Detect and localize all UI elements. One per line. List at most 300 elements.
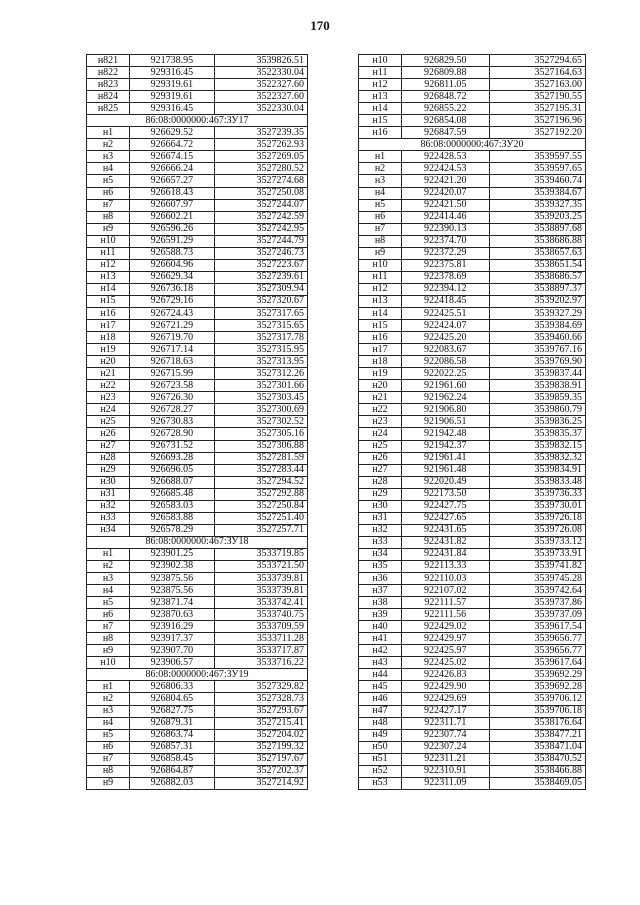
y-coordinate: 3527197.67 [214,753,307,765]
section-header-row [87,669,308,681]
point-label: н3 [87,705,130,717]
table-row [87,560,308,572]
x-coordinate: 922374.70 [402,235,490,247]
table-row [359,344,586,356]
x-coordinate: 926719.70 [130,332,215,344]
y-coordinate: 3527204.02 [214,729,307,741]
x-coordinate: 923906.57 [130,657,215,669]
y-coordinate: 3527315.65 [214,320,307,332]
table-row [359,753,586,765]
x-coordinate: 922425.02 [402,657,490,669]
table-row [87,621,308,633]
y-coordinate: 3538897.68 [489,223,585,235]
table-row [359,693,586,705]
point-label: н6 [87,609,130,621]
point-label: н1 [87,548,130,560]
x-coordinate: 922421.50 [402,199,490,211]
y-coordinate: 3527301.66 [214,380,307,392]
table-row [87,512,308,524]
y-coordinate: 3539835.37 [489,428,585,440]
x-coordinate: 926618.43 [130,187,215,199]
table-row [359,115,586,127]
y-coordinate: 3527262.93 [214,139,307,151]
x-coordinate: 926882.03 [130,777,215,789]
x-coordinate: 922020.49 [402,476,490,488]
y-coordinate: 3539838.91 [489,380,585,392]
point-label: н23 [87,392,130,404]
y-coordinate: 3527190.55 [489,91,585,103]
x-coordinate: 921942.37 [402,440,490,452]
table-row [87,199,308,211]
point-label: н33 [359,536,402,548]
point-label: н6 [87,741,130,753]
table-row [87,271,308,283]
y-coordinate: 3527305.16 [214,428,307,440]
point-label: н10 [87,657,130,669]
point-label: н3 [359,175,402,187]
y-coordinate: 3527246.73 [214,247,307,259]
x-coordinate: 929319.61 [130,91,215,103]
x-coordinate: 926693.28 [130,452,215,464]
x-coordinate: 922431.84 [402,548,490,560]
point-label: н20 [359,380,402,392]
y-coordinate: 3539384.67 [489,187,585,199]
table-row [359,127,586,139]
y-coordinate: 3527202.37 [214,765,307,777]
x-coordinate: 922111.56 [402,609,490,621]
point-label: н7 [359,223,402,235]
section-cadastral-number: 86:08:0000000:467:ЗУ18 [87,536,308,548]
x-coordinate: 926731.52 [130,440,215,452]
x-coordinate: 926804.65 [130,693,215,705]
y-coordinate: 3527196.96 [489,115,585,127]
table-row [359,669,586,681]
y-coordinate: 3539726.18 [489,512,585,524]
table-row [359,259,586,271]
point-label: н12 [359,283,402,295]
y-coordinate: 3533709.59 [214,621,307,633]
y-coordinate: 3538471.04 [489,741,585,753]
x-coordinate: 926721.29 [130,320,215,332]
point-label: н1 [359,151,402,163]
y-coordinate: 3527163.00 [489,79,585,91]
x-coordinate: 926666.24 [130,163,215,175]
point-label: н1 [87,127,130,139]
table-row [87,645,308,657]
point-label: н25 [87,416,130,428]
y-coordinate: 3538466.88 [489,765,585,777]
point-label: н16 [359,332,402,344]
table-row [87,729,308,741]
point-label: н10 [87,235,130,247]
table-row [87,320,308,332]
y-coordinate: 3533711.28 [214,633,307,645]
point-label: н4 [87,585,130,597]
section-header-row [87,536,308,548]
y-coordinate: 3539597.65 [489,163,585,175]
x-coordinate: 922310.91 [402,765,490,777]
point-label: н33 [87,512,130,524]
y-coordinate: 3533717.87 [214,645,307,657]
y-coordinate: 3527312.26 [214,368,307,380]
y-coordinate: 3539832.32 [489,452,585,464]
y-coordinate: 3533740.75 [214,609,307,621]
y-coordinate: 3539692.29 [489,669,585,681]
x-coordinate: 926855.22 [402,103,490,115]
table-row [359,621,586,633]
y-coordinate: 3539692.28 [489,681,585,693]
y-coordinate: 3539745.28 [489,573,585,585]
table-row [87,103,308,115]
x-coordinate: 929319.61 [130,79,215,91]
table-row [87,705,308,717]
table-row [87,452,308,464]
y-coordinate: 3527281.59 [214,452,307,464]
point-label: н822 [87,67,130,79]
table-row [87,163,308,175]
y-coordinate: 3538176.64 [489,717,585,729]
x-coordinate: 922424.07 [402,320,490,332]
point-label: н27 [87,440,130,452]
y-coordinate: 3527309.94 [214,283,307,295]
table-row [359,428,586,440]
x-coordinate: 929316.45 [130,67,215,79]
x-coordinate: 922110.03 [402,573,490,585]
point-label: н49 [359,729,402,741]
x-coordinate: 922113.33 [402,560,490,572]
table-row [359,536,586,548]
table-row [87,404,308,416]
x-coordinate: 921942.48 [402,428,490,440]
x-coordinate: 923917.37 [130,633,215,645]
x-coordinate: 926730.83 [130,416,215,428]
table-row [87,464,308,476]
point-label: н1 [87,681,130,693]
x-coordinate: 922107.02 [402,585,490,597]
x-coordinate: 926864.87 [130,765,215,777]
table-row [359,440,586,452]
point-label: н28 [359,476,402,488]
y-coordinate: 3539203.25 [489,211,585,223]
point-label: н8 [87,211,130,223]
y-coordinate: 3527215.41 [214,717,307,729]
point-label: н5 [87,729,130,741]
point-label: н12 [359,79,402,91]
point-label: н26 [87,428,130,440]
x-coordinate: 922390.13 [402,223,490,235]
y-coordinate: 3527320.67 [214,295,307,307]
y-coordinate: 3527195.31 [489,103,585,115]
y-coordinate: 3538470.52 [489,753,585,765]
table-row [359,548,586,560]
point-label: н16 [359,127,402,139]
y-coordinate: 3527315.95 [214,344,307,356]
y-coordinate: 3539327.35 [489,199,585,211]
x-coordinate: 923875.56 [130,573,215,585]
coordinates-table-left [86,54,308,790]
x-coordinate: 926827.75 [130,705,215,717]
x-coordinate: 922429.97 [402,633,490,645]
x-coordinate: 926847.59 [402,127,490,139]
y-coordinate: 3539597.55 [489,151,585,163]
y-coordinate: 3539384.69 [489,320,585,332]
x-coordinate: 922424.53 [402,163,490,175]
x-coordinate: 922111.57 [402,597,490,609]
x-coordinate: 921906.51 [402,416,490,428]
point-label: н2 [87,139,130,151]
table-row [359,235,586,247]
table-row [87,211,308,223]
point-label: н14 [87,283,130,295]
x-coordinate: 926685.48 [130,488,215,500]
x-coordinate: 922421.20 [402,175,490,187]
point-label: н26 [359,452,402,464]
x-coordinate: 926723.58 [130,380,215,392]
x-coordinate: 926583.88 [130,512,215,524]
y-coordinate: 3539706.18 [489,705,585,717]
x-coordinate: 922372.29 [402,247,490,259]
x-coordinate: 922427.65 [402,512,490,524]
y-coordinate: 3539859.35 [489,392,585,404]
point-label: н44 [359,669,402,681]
point-label: н2 [87,693,130,705]
y-coordinate: 3539706.12 [489,693,585,705]
point-label: н27 [359,464,402,476]
point-label: н31 [359,512,402,524]
x-coordinate: 926588.73 [130,247,215,259]
x-coordinate: 926664.72 [130,139,215,151]
y-coordinate: 3539460.74 [489,175,585,187]
table-row [359,307,586,319]
y-coordinate: 3527250.08 [214,187,307,199]
x-coordinate: 926674.15 [130,151,215,163]
y-coordinate: 3527257.71 [214,524,307,536]
y-coordinate: 3527242.59 [214,211,307,223]
x-coordinate: 926578.29 [130,524,215,536]
table-row [359,705,586,717]
x-coordinate: 926718.63 [130,356,215,368]
point-label: н34 [359,548,402,560]
x-coordinate: 921906.80 [402,404,490,416]
y-coordinate: 3539833.48 [489,476,585,488]
table-row [359,512,586,524]
table-row [87,295,308,307]
point-label: н30 [87,476,130,488]
x-coordinate: 926596.26 [130,223,215,235]
table-row [87,488,308,500]
y-coordinate: 3539737.09 [489,609,585,621]
x-coordinate: 922425.51 [402,307,490,319]
table-row [87,368,308,380]
x-coordinate: 926863.74 [130,729,215,741]
x-coordinate: 926728.27 [130,404,215,416]
table-row [359,585,586,597]
table-row [359,452,586,464]
point-label: н50 [359,741,402,753]
y-coordinate: 3539327.29 [489,307,585,319]
point-label: н12 [87,259,130,271]
y-coordinate: 3539834.91 [489,464,585,476]
x-coordinate: 922414.46 [402,211,490,223]
point-label: н19 [359,368,402,380]
y-coordinate: 3538686.57 [489,271,585,283]
table-row [359,404,586,416]
point-label: н22 [359,404,402,416]
point-label: н17 [87,320,130,332]
section-header-row [87,115,308,127]
point-label: н824 [87,91,130,103]
y-coordinate: 3539767.16 [489,344,585,356]
point-label: н48 [359,717,402,729]
point-label: н21 [359,392,402,404]
point-label: н5 [87,175,130,187]
x-coordinate: 923875.56 [130,585,215,597]
point-label: н35 [359,560,402,572]
x-coordinate: 922426.83 [402,669,490,681]
table-row [87,765,308,777]
y-coordinate: 3527317.65 [214,307,307,319]
point-label: н18 [359,356,402,368]
y-coordinate: 3539656.77 [489,645,585,657]
table-row [359,380,586,392]
point-label: н51 [359,753,402,765]
x-coordinate: 926629.34 [130,271,215,283]
x-coordinate: 923901.25 [130,548,215,560]
y-coordinate: 3527283.44 [214,464,307,476]
y-coordinate: 3527223.67 [214,259,307,271]
table-row [359,163,586,175]
coordinates-table-right [358,54,586,790]
table-row [359,151,586,163]
table-row [87,259,308,271]
y-coordinate: 3538469.05 [489,777,585,789]
x-coordinate: 922307.74 [402,729,490,741]
point-label: н20 [87,356,130,368]
table-row [87,777,308,789]
table-row [359,560,586,572]
point-label: н21 [87,368,130,380]
point-label: н11 [359,271,402,283]
point-label: н39 [359,609,402,621]
point-label: н13 [359,295,402,307]
x-coordinate: 926854.08 [402,115,490,127]
y-coordinate: 3527251.40 [214,512,307,524]
table-row [87,476,308,488]
table-row [87,753,308,765]
x-coordinate: 926591.29 [130,235,215,247]
table-row [87,55,308,67]
y-coordinate: 3539741.82 [489,560,585,572]
table-row [87,223,308,235]
point-label: н38 [359,597,402,609]
table-row [359,741,586,753]
table-row [87,717,308,729]
point-label: н18 [87,332,130,344]
table-row [359,320,586,332]
point-label: н14 [359,103,402,115]
point-label: н5 [359,199,402,211]
table-row [87,67,308,79]
x-coordinate: 921961.60 [402,380,490,392]
point-label: н31 [87,488,130,500]
table-row [87,151,308,163]
x-coordinate: 926829.50 [402,55,490,67]
x-coordinate: 926604.96 [130,259,215,271]
point-label: н42 [359,645,402,657]
y-coordinate: 3527302.52 [214,416,307,428]
table-row [359,573,586,585]
table-row [359,681,586,693]
y-coordinate: 3527300.69 [214,404,307,416]
y-coordinate: 3522327.60 [214,91,307,103]
x-coordinate: 926657.27 [130,175,215,187]
y-coordinate: 3527244.79 [214,235,307,247]
table-row [87,548,308,560]
x-coordinate: 923902.38 [130,560,215,572]
table-row [359,332,586,344]
table-row [359,199,586,211]
x-coordinate: 926809.88 [402,67,490,79]
x-coordinate: 922311.09 [402,777,490,789]
table-row [87,175,308,187]
x-coordinate: 926717.14 [130,344,215,356]
y-coordinate: 3538477.21 [489,729,585,741]
table-row [87,693,308,705]
y-coordinate: 3522327.60 [214,79,307,91]
x-coordinate: 926806.33 [130,681,215,693]
point-label: н7 [87,753,130,765]
point-label: н4 [87,717,130,729]
point-label: н41 [359,633,402,645]
table-row [87,585,308,597]
x-coordinate: 922429.02 [402,621,490,633]
y-coordinate: 3533716.22 [214,657,307,669]
point-label: н23 [359,416,402,428]
x-coordinate: 922429.69 [402,693,490,705]
point-label: н17 [359,344,402,356]
table-row [359,657,586,669]
point-label: н37 [359,585,402,597]
point-label: н9 [359,247,402,259]
y-coordinate: 3527214.92 [214,777,307,789]
x-coordinate: 921962.24 [402,392,490,404]
x-coordinate: 926696.05 [130,464,215,476]
table-row [87,657,308,669]
x-coordinate: 922418.45 [402,295,490,307]
table-row [359,645,586,657]
point-label: н22 [87,380,130,392]
x-coordinate: 923870.63 [130,609,215,621]
y-coordinate: 3527199.32 [214,741,307,753]
x-coordinate: 926726.30 [130,392,215,404]
y-coordinate: 3539837.44 [489,368,585,380]
y-coordinate: 3539733.12 [489,536,585,548]
table-row [359,464,586,476]
section-header-row [359,139,586,151]
point-label: н15 [359,320,402,332]
point-label: н4 [359,187,402,199]
table-row [359,765,586,777]
x-coordinate: 922173.50 [402,488,490,500]
table-row [87,524,308,536]
table-row [87,235,308,247]
point-label: н823 [87,79,130,91]
point-label: н28 [87,452,130,464]
y-coordinate: 3527239.35 [214,127,307,139]
point-label: н36 [359,573,402,585]
x-coordinate: 926879.31 [130,717,215,729]
table-row [87,127,308,139]
